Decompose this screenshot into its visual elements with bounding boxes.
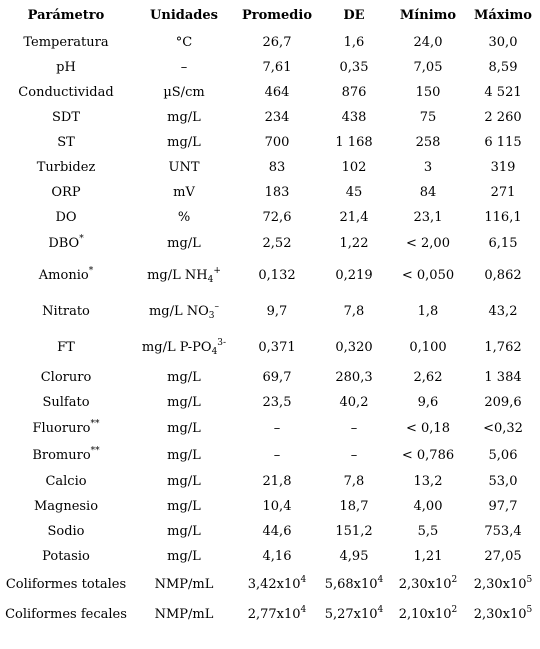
min-cell: 1,21 xyxy=(413,549,443,564)
sd-cell: 7,8 xyxy=(343,303,365,319)
max-cell: 97,7 xyxy=(488,499,518,514)
mantissa: 2,77x10 xyxy=(247,606,301,622)
param-cell: ST xyxy=(57,135,75,150)
sd-cell: 7,8 xyxy=(343,474,365,489)
min-cell: 23,1 xyxy=(413,210,443,225)
exponent: 2 xyxy=(451,574,458,585)
sd-cell: 45 xyxy=(345,185,363,200)
avg-cell: 26,7 xyxy=(262,35,292,50)
table-row xyxy=(0,130,540,155)
param-name: Fluoruro xyxy=(32,421,91,436)
param-name: Bromuro xyxy=(32,448,91,463)
param-cell: FT xyxy=(57,339,75,355)
sd-cell xyxy=(318,599,390,629)
max-cell: 53,0 xyxy=(488,474,518,489)
mantissa: 3,42x10 xyxy=(247,576,301,592)
param-cell: Sodio xyxy=(47,524,85,539)
avg-cell: 234 xyxy=(264,110,290,125)
header-unidades: Unidades xyxy=(150,7,218,23)
exponent: 4 xyxy=(377,604,384,615)
exponent: 4 xyxy=(300,574,307,585)
max-cell: 30,0 xyxy=(488,35,518,50)
sd-cell: 0,320 xyxy=(335,339,373,355)
max-cell: 5,06 xyxy=(488,448,518,463)
sd-cell: 18,7 xyxy=(339,499,369,514)
table-row xyxy=(0,230,540,257)
min-cell: 258 xyxy=(415,135,441,150)
avg-cell: 183 xyxy=(264,185,290,200)
table-row xyxy=(0,544,540,569)
avg-cell: 23,5 xyxy=(262,395,292,410)
avg-cell: 44,6 xyxy=(262,524,292,539)
avg-cell: 700 xyxy=(264,135,290,150)
table-row xyxy=(0,293,540,329)
param-cell xyxy=(0,442,132,469)
min-cell: 84 xyxy=(419,185,437,200)
min-cell: < 2,00 xyxy=(406,236,450,251)
param-cell: pH xyxy=(56,60,76,75)
avg-cell: 83 xyxy=(268,160,286,175)
max-cell: 2 260 xyxy=(484,110,522,125)
max-cell: 6,15 xyxy=(488,236,518,251)
max-cell: 319 xyxy=(490,160,516,175)
unit-cell: mg/L xyxy=(167,370,201,385)
table-row xyxy=(0,80,540,105)
avg-cell: 2,52 xyxy=(262,236,292,251)
unit-subscript: 4 xyxy=(207,274,214,285)
param-name: DBO xyxy=(48,236,80,251)
param-cell: Potasio xyxy=(42,549,90,564)
min-cell: 24,0 xyxy=(413,35,443,50)
max-cell: 43,2 xyxy=(488,303,518,319)
sd-cell: – xyxy=(350,448,358,463)
param-cell: Conductividad xyxy=(18,85,114,100)
avg-cell: 9,7 xyxy=(266,303,288,319)
avg-cell: – xyxy=(273,421,281,436)
unit-text: mg/L NH xyxy=(147,267,208,283)
max-cell: 271 xyxy=(490,185,516,200)
min-cell: < 0,18 xyxy=(406,421,450,436)
param-cell: Calcio xyxy=(45,474,87,489)
footnote-mark: ** xyxy=(90,419,100,429)
avg-cell: 69,7 xyxy=(262,370,292,385)
header-promedio: Promedio xyxy=(241,7,313,23)
param-name: Amonio xyxy=(38,267,89,283)
param-cell: Sulfato xyxy=(42,395,90,410)
exponent: 4 xyxy=(300,604,307,615)
sd-cell: 438 xyxy=(341,110,367,125)
exponent: 4 xyxy=(377,574,384,585)
sd-cell: 1 168 xyxy=(335,135,373,150)
unit-cell: mg/L xyxy=(167,395,201,410)
param-cell xyxy=(0,257,132,293)
mantissa: 2,30x10 xyxy=(473,576,527,592)
max-cell xyxy=(466,599,540,629)
min-cell: < 0,786 xyxy=(401,448,455,463)
sd-cell: 0,35 xyxy=(339,60,369,75)
unit-cell: mg/L xyxy=(167,110,201,125)
table-row xyxy=(0,329,540,365)
table-row xyxy=(0,519,540,544)
sd-cell: 21,4 xyxy=(339,210,369,225)
unit-cell: % xyxy=(177,210,191,225)
unit-cell: mV xyxy=(173,185,195,200)
sd-cell: – xyxy=(350,421,358,436)
param-cell: Cloruro xyxy=(40,370,92,385)
avg-cell: – xyxy=(273,448,281,463)
mantissa: 2,30x10 xyxy=(398,576,452,592)
sd-cell: 40,2 xyxy=(339,395,369,410)
header-parametro: Parámetro xyxy=(27,7,105,23)
unit-cell: NMP/mL xyxy=(154,576,214,592)
unit-subscript: 4 xyxy=(211,346,218,357)
param-cell xyxy=(0,415,132,442)
table-row xyxy=(0,599,540,629)
min-cell: 2,62 xyxy=(413,370,443,385)
min-cell: 3 xyxy=(423,160,433,175)
param-cell: Nitrato xyxy=(42,303,90,319)
unit-superscript: + xyxy=(213,265,221,276)
sd-cell: 280,3 xyxy=(335,370,373,385)
min-cell: 13,2 xyxy=(413,474,443,489)
unit-cell xyxy=(132,293,236,329)
avg-cell: 21,8 xyxy=(262,474,292,489)
table-row xyxy=(0,469,540,494)
table-row xyxy=(0,180,540,205)
unit-cell xyxy=(132,329,236,365)
header-row xyxy=(0,0,540,30)
table-row xyxy=(0,442,540,469)
avg-cell: 0,132 xyxy=(258,267,296,283)
max-cell: <0,32 xyxy=(483,421,523,436)
mantissa: 2,10x10 xyxy=(398,606,452,622)
min-cell: 1,8 xyxy=(417,303,439,319)
table-row xyxy=(0,390,540,415)
param-cell: Temperatura xyxy=(23,35,109,50)
unit-cell xyxy=(132,257,236,293)
min-cell xyxy=(390,599,466,629)
footnote-mark: * xyxy=(79,234,84,244)
table-row xyxy=(0,55,540,80)
header-maximo: Máximo xyxy=(474,7,532,23)
param-cell: Coliformes fecales xyxy=(5,606,127,622)
max-cell: 1 384 xyxy=(484,370,522,385)
exponent: 5 xyxy=(526,604,533,615)
min-cell: 0,100 xyxy=(409,339,447,355)
param-cell: DO xyxy=(55,210,77,225)
min-cell: 4,00 xyxy=(413,499,443,514)
unit-text: mg/L P-PO xyxy=(141,339,212,355)
sd-cell: 0,219 xyxy=(335,267,373,283)
param-cell: Turbidez xyxy=(36,160,96,175)
param-cell: Magnesio xyxy=(33,499,99,514)
avg-cell xyxy=(236,599,318,629)
avg-cell xyxy=(236,569,318,599)
sd-cell: 102 xyxy=(341,160,367,175)
unit-superscript: – xyxy=(214,301,220,312)
max-cell: 6 115 xyxy=(484,135,522,150)
avg-cell: 10,4 xyxy=(262,499,292,514)
max-cell: 0,862 xyxy=(484,267,522,283)
unit-cell: mg/L xyxy=(167,499,201,514)
max-cell: 209,6 xyxy=(484,395,522,410)
mantissa: 2,30x10 xyxy=(473,606,527,622)
max-cell: 8,59 xyxy=(488,60,518,75)
unit-cell: µS/cm xyxy=(163,85,205,100)
min-cell xyxy=(390,569,466,599)
unit-cell: mg/L xyxy=(167,474,201,489)
max-cell: 27,05 xyxy=(484,549,522,564)
unit-cell: mg/L xyxy=(167,549,201,564)
max-cell: 753,4 xyxy=(484,524,522,539)
param-cell xyxy=(0,230,132,257)
unit-cell: – xyxy=(180,60,188,75)
param-cell: ORP xyxy=(51,185,81,200)
avg-cell: 4,16 xyxy=(262,549,292,564)
max-cell: 116,1 xyxy=(484,210,522,225)
sd-cell: 1,6 xyxy=(343,35,365,50)
sd-cell: 1,22 xyxy=(339,236,369,251)
unit-subscript: 3 xyxy=(208,310,215,321)
table-row xyxy=(0,494,540,519)
unit-cell: mg/L xyxy=(167,236,201,251)
max-cell: 1,762 xyxy=(484,339,522,355)
sd-cell: 151,2 xyxy=(335,524,373,539)
header-minimo: Mínimo xyxy=(399,7,457,23)
table-row xyxy=(0,569,540,599)
exponent: 5 xyxy=(526,574,533,585)
exponent: 2 xyxy=(451,604,458,615)
unit-cell: mg/L xyxy=(167,135,201,150)
table-row xyxy=(0,30,540,55)
table-row xyxy=(0,365,540,390)
table-row xyxy=(0,415,540,442)
sd-cell xyxy=(318,569,390,599)
max-cell xyxy=(466,569,540,599)
header-de: DE xyxy=(343,7,365,23)
unit-superscript: 3- xyxy=(217,337,227,348)
unit-cell: NMP/mL xyxy=(154,606,214,622)
footnote-mark: * xyxy=(88,265,94,276)
mantissa: 5,27x10 xyxy=(324,606,378,622)
min-cell: < 0,050 xyxy=(401,267,455,283)
mantissa: 5,68x10 xyxy=(324,576,378,592)
table-row xyxy=(0,105,540,130)
unit-cell: mg/L xyxy=(167,448,201,463)
min-cell: 75 xyxy=(419,110,437,125)
table-row xyxy=(0,155,540,180)
avg-cell: 464 xyxy=(264,85,290,100)
table-row xyxy=(0,257,540,293)
min-cell: 5,5 xyxy=(417,524,439,539)
sd-cell: 4,95 xyxy=(339,549,369,564)
avg-cell: 7,61 xyxy=(262,60,292,75)
avg-cell: 72,6 xyxy=(262,210,292,225)
param-cell: Coliformes totales xyxy=(5,576,127,592)
min-cell: 7,05 xyxy=(413,60,443,75)
min-cell: 9,6 xyxy=(417,395,439,410)
footnote-mark: ** xyxy=(90,446,100,456)
unit-cell: mg/L xyxy=(167,421,201,436)
unit-text: mg/L NO xyxy=(148,303,209,319)
sd-cell: 876 xyxy=(341,85,367,100)
unit-cell: UNT xyxy=(168,160,200,175)
avg-cell: 0,371 xyxy=(258,339,296,355)
unit-cell: °C xyxy=(175,35,193,50)
table-row xyxy=(0,205,540,230)
max-cell: 4 521 xyxy=(484,85,522,100)
unit-cell: mg/L xyxy=(167,524,201,539)
min-cell: 150 xyxy=(415,85,441,100)
param-cell: SDT xyxy=(52,110,80,125)
